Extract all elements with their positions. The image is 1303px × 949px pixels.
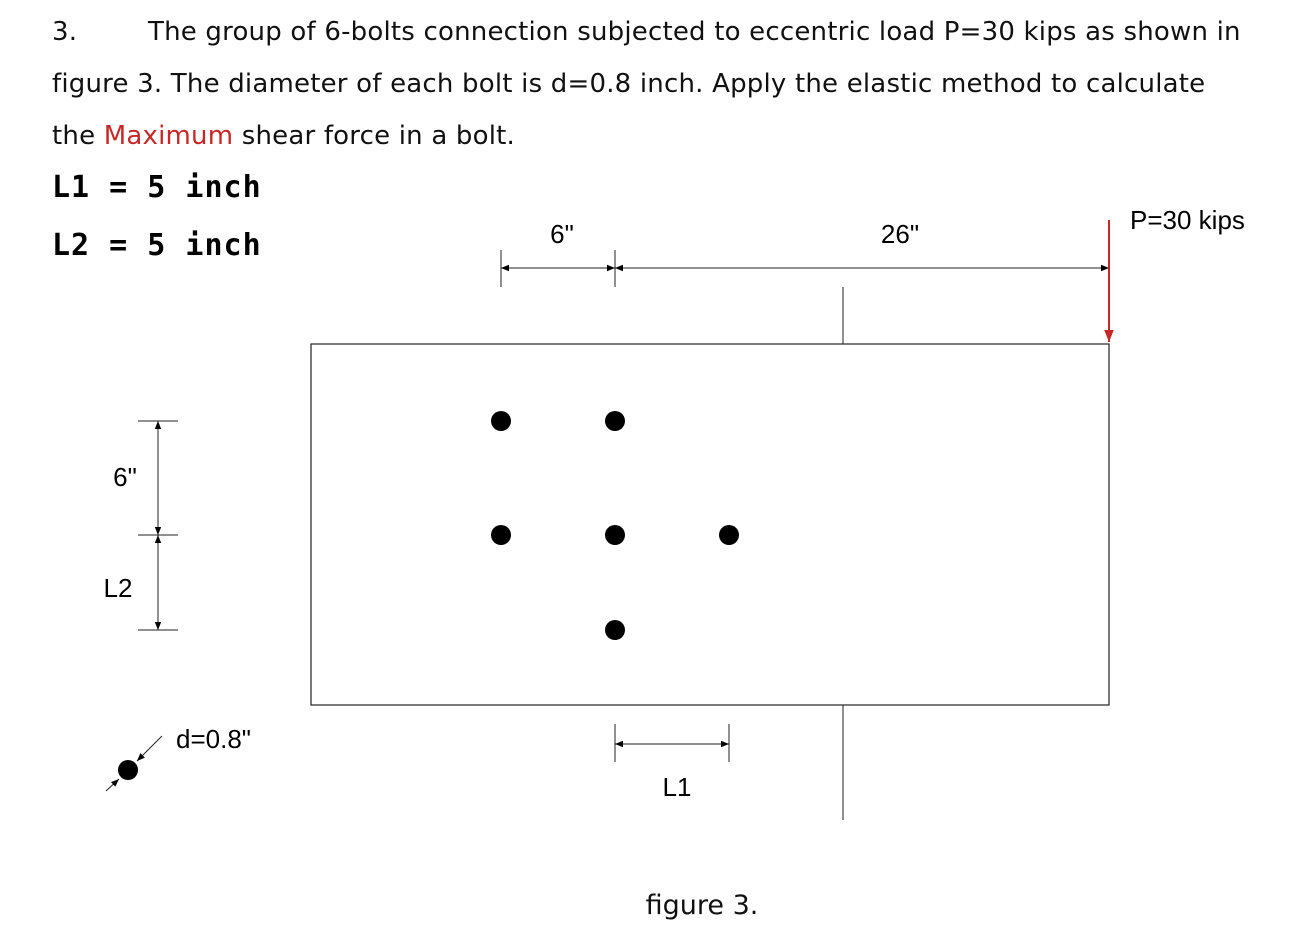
diameter-arrow-upper	[137, 736, 162, 761]
bolt-diameter-label: d=0.8"	[176, 724, 252, 754]
problem-text-part1: The group of 6-bolts connection subjected to eccentric load P=30 kips as shown in figure 3. The diameter of each bolt is d=0.8 inch. Apply the elastic method to calculate the	[52, 17, 1241, 151]
diameter-arrow-lower	[106, 779, 119, 791]
bolt	[605, 620, 625, 640]
bolt	[491, 525, 511, 545]
problem-text-part2: shear force in a bolt.	[233, 121, 516, 151]
dim-label-left-upper: 6"	[113, 462, 137, 492]
bolt	[605, 525, 625, 545]
dim-label-top-left: 6"	[550, 219, 574, 249]
dim-label-bottom: L1	[662, 772, 692, 802]
bolt-detail	[118, 760, 138, 780]
problem-highlight: Maximum	[103, 121, 234, 151]
bolt	[491, 411, 511, 431]
handwritten-l1: L1 = 5 inch	[52, 170, 262, 205]
load-label: P=30 kips	[1130, 205, 1245, 235]
bolt	[605, 411, 625, 431]
figure-caption: figure 3.	[645, 890, 759, 921]
dim-label-top-right: 26"	[880, 219, 920, 249]
handwritten-l2: L2 = 5 inch	[52, 228, 262, 263]
plate	[311, 344, 1109, 705]
problem-number: 3.	[52, 17, 78, 47]
bolt	[719, 525, 739, 545]
dim-label-left-lower: L2	[103, 573, 133, 603]
